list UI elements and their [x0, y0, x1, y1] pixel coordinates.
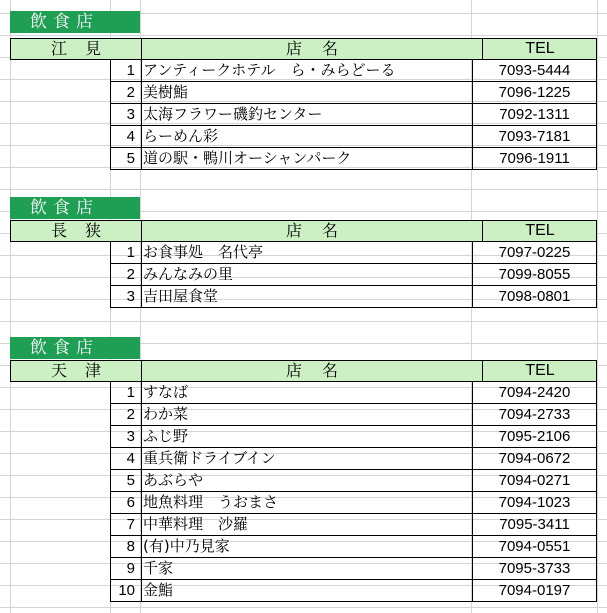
row-number[interactable]: 9 — [126, 560, 135, 577]
table-header — [10, 360, 597, 382]
area-label[interactable]: 天津 — [50, 361, 119, 380]
header-shop-name[interactable]: 店名 — [141, 221, 482, 241]
table-row[interactable] — [110, 382, 597, 404]
row-number[interactable]: 5 — [126, 472, 135, 489]
table-row[interactable] — [110, 404, 597, 426]
row-number[interactable]: 8 — [126, 538, 135, 555]
section-title[interactable]: 飲食店 — [10, 337, 140, 359]
shop-tel[interactable]: 7094-0551 — [472, 536, 596, 557]
table-row[interactable] — [110, 580, 597, 602]
shop-name[interactable]: わか菜 — [141, 404, 472, 425]
header-tel[interactable]: TEL — [482, 361, 597, 381]
shop-tel[interactable]: 7093-5444 — [472, 60, 596, 81]
table-row[interactable] — [110, 514, 597, 536]
shop-name[interactable]: 重兵衛ドライブイン — [141, 448, 472, 469]
shop-name[interactable]: 千家 — [141, 558, 472, 579]
section-title[interactable]: 飲食店 — [10, 11, 140, 33]
header-tel[interactable]: TEL — [482, 221, 597, 241]
gridline-vertical — [597, 0, 598, 613]
row-number[interactable]: 7 — [126, 516, 135, 533]
gridline-vertical — [10, 0, 11, 613]
area-label[interactable]: 長狭 — [50, 221, 119, 240]
table-header — [10, 220, 597, 242]
shop-tel[interactable]: 7095-2106 — [472, 426, 596, 447]
row-number[interactable]: 4 — [126, 450, 135, 467]
shop-tel[interactable]: 7095-3411 — [472, 514, 596, 535]
shop-name[interactable]: 太海フラワー磯釣センター — [141, 104, 472, 125]
shop-name[interactable]: 地魚料理 うおまさ — [141, 492, 472, 513]
shop-name[interactable]: お食事処 名代亭 — [141, 242, 472, 263]
row-number[interactable]: 1 — [126, 62, 135, 79]
table-header — [10, 38, 597, 60]
shop-tel[interactable]: 7093-7181 — [472, 126, 596, 147]
shop-name[interactable]: みんなみの里 — [141, 264, 472, 285]
header-tel[interactable]: TEL — [482, 39, 597, 59]
table-row[interactable] — [110, 286, 597, 308]
shop-name[interactable]: 金鮨 — [141, 580, 472, 601]
shop-name[interactable]: らーめん彩 — [141, 126, 472, 147]
shop-name[interactable]: 吉田屋食堂 — [141, 286, 472, 307]
shop-tel[interactable]: 7096-1911 — [472, 148, 596, 169]
row-number[interactable]: 3 — [126, 428, 135, 445]
row-number[interactable]: 6 — [126, 494, 135, 511]
shop-tel[interactable]: 7094-2420 — [472, 382, 596, 403]
table-row[interactable] — [110, 448, 597, 470]
table-row[interactable] — [110, 82, 597, 104]
shop-tel[interactable]: 7099-8055 — [472, 264, 596, 285]
row-number[interactable]: 1 — [126, 244, 135, 261]
table-row[interactable] — [110, 242, 597, 264]
shop-tel[interactable]: 7094-0672 — [472, 448, 596, 469]
gridline-horizontal — [0, 189, 607, 190]
table-row[interactable] — [110, 492, 597, 514]
row-number[interactable]: 2 — [126, 266, 135, 283]
gridline-horizontal — [0, 35, 607, 36]
gridline-horizontal — [0, 607, 607, 608]
shop-tel[interactable]: 7095-3733 — [472, 558, 596, 579]
shop-tel[interactable]: 7097-0225 — [472, 242, 596, 263]
table-row[interactable] — [110, 148, 597, 170]
table-row[interactable] — [110, 470, 597, 492]
row-number[interactable]: 2 — [126, 406, 135, 423]
shop-tel[interactable]: 7098-0801 — [472, 286, 596, 307]
row-number[interactable]: 4 — [126, 128, 135, 145]
gridline-horizontal — [0, 321, 607, 322]
table-row[interactable] — [110, 126, 597, 148]
header-shop-name[interactable]: 店名 — [141, 361, 482, 381]
shop-tel[interactable]: 7096-1225 — [472, 82, 596, 103]
table-row[interactable] — [110, 536, 597, 558]
table-row[interactable] — [110, 558, 597, 580]
row-number[interactable]: 5 — [126, 150, 135, 167]
shop-name[interactable]: (有)中乃見家 — [141, 536, 472, 557]
table-row[interactable] — [110, 264, 597, 286]
table-row[interactable] — [110, 426, 597, 448]
shop-tel[interactable]: 7094-0197 — [472, 580, 596, 601]
row-number[interactable]: 2 — [126, 84, 135, 101]
section-title[interactable]: 飲食店 — [10, 197, 140, 219]
area-label[interactable]: 江見 — [50, 39, 119, 58]
shop-tel[interactable]: 7094-1023 — [472, 492, 596, 513]
shop-name[interactable]: アンティークホテル ら・みらどーる — [141, 60, 472, 81]
table-row[interactable] — [110, 104, 597, 126]
shop-name[interactable]: 美樹鮨 — [141, 82, 472, 103]
shop-name[interactable]: 道の駅・鴨川オーシャンパーク — [141, 148, 472, 169]
shop-name[interactable]: あぶらや — [141, 470, 472, 491]
header-shop-name[interactable]: 店名 — [141, 39, 482, 59]
row-number[interactable]: 10 — [118, 582, 135, 599]
shop-name[interactable]: ふじ野 — [141, 426, 472, 447]
shop-tel[interactable]: 7092-1311 — [472, 104, 596, 125]
table-row[interactable] — [110, 60, 597, 82]
shop-tel[interactable]: 7094-0271 — [472, 470, 596, 491]
row-number[interactable]: 3 — [126, 106, 135, 123]
row-number[interactable]: 1 — [126, 384, 135, 401]
shop-name[interactable]: 中華料理 沙羅 — [141, 514, 472, 535]
shop-tel[interactable]: 7094-2733 — [472, 404, 596, 425]
row-number[interactable]: 3 — [126, 288, 135, 305]
shop-name[interactable]: すなば — [141, 382, 472, 403]
